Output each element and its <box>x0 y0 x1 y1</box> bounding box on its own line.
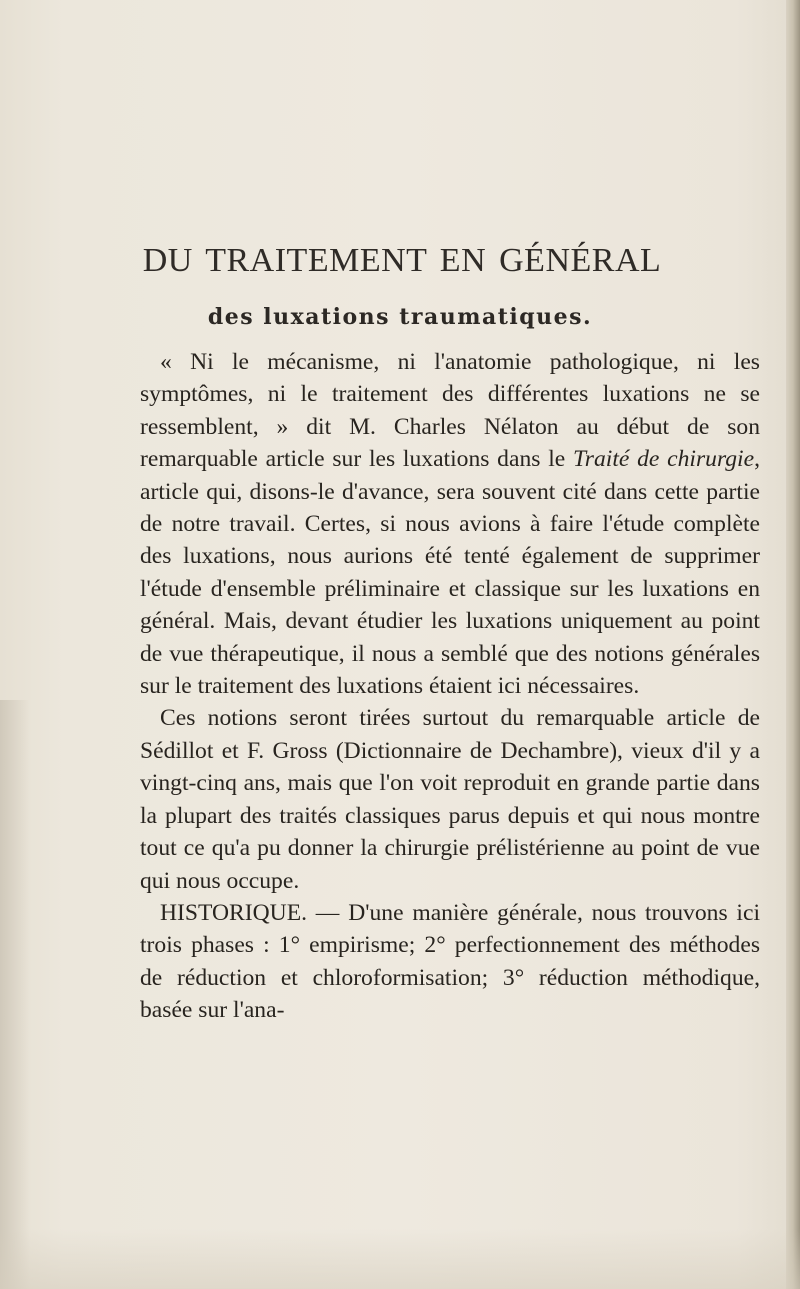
chapter-title: DU TRAITEMENT EN GÉNÉRAL <box>142 242 662 279</box>
paragraph-sources: Ces notions seront tirées surtout du remarquable article de Sédillot et F. Gross (Dictionnaire de Dechambre), vieux d'il y a vingt-cinq ans, mais que l'on voit reproduit en grande partie dans la plupart des traités classiques parus depuis et qui nous montre tout ce qu'a pu donner la chirurgie prélistérienne au point de vue qui nous occupe. <box>140 705 760 894</box>
paragraph-intro-end: , article qui, disons-le d'avance, sera souvent cité dans cette partie de notre travail. Certes, si nous avions à faire l'étude complète des luxations, nous aurions été tenté également de supprimer l'étude d'ensemble préliminaire et classique sur les luxations en général. Mais, devant étudier les luxations uniquement au point de vue thérapeutique, il nous a semblé que des notions générales sur le traitement des luxations étaient ici nécessaires. <box>140 446 760 700</box>
page-bottom-shade <box>0 1229 800 1289</box>
paragraph-historique: HISTORIQUE. — D'une manière générale, nous trouvons ici trois phases : 1° empirisme; 2° perfectionnement des méthodes de réduction et chloroformisation; 3° réduction méthodique, basée sur l'ana- <box>140 899 760 1024</box>
chapter-subtitle: des luxations traumatiques. <box>207 304 593 330</box>
page-gutter-shadow <box>0 700 30 1289</box>
paragraph-intro <box>140 346 760 702</box>
page-edge <box>786 0 800 1289</box>
paragraph-intro-start: « Ni le mécanisme, ni l'anatomie pathologique, ni les symptômes, ni le traitement des différentes luxations ne se ressemblent, » dit M. Charles Nélaton au début de son remarquable article sur les luxations dans le <box>140 349 760 473</box>
book-title-reference: Traité de chirurgie <box>572 446 755 473</box>
body-text <box>140 346 760 1027</box>
